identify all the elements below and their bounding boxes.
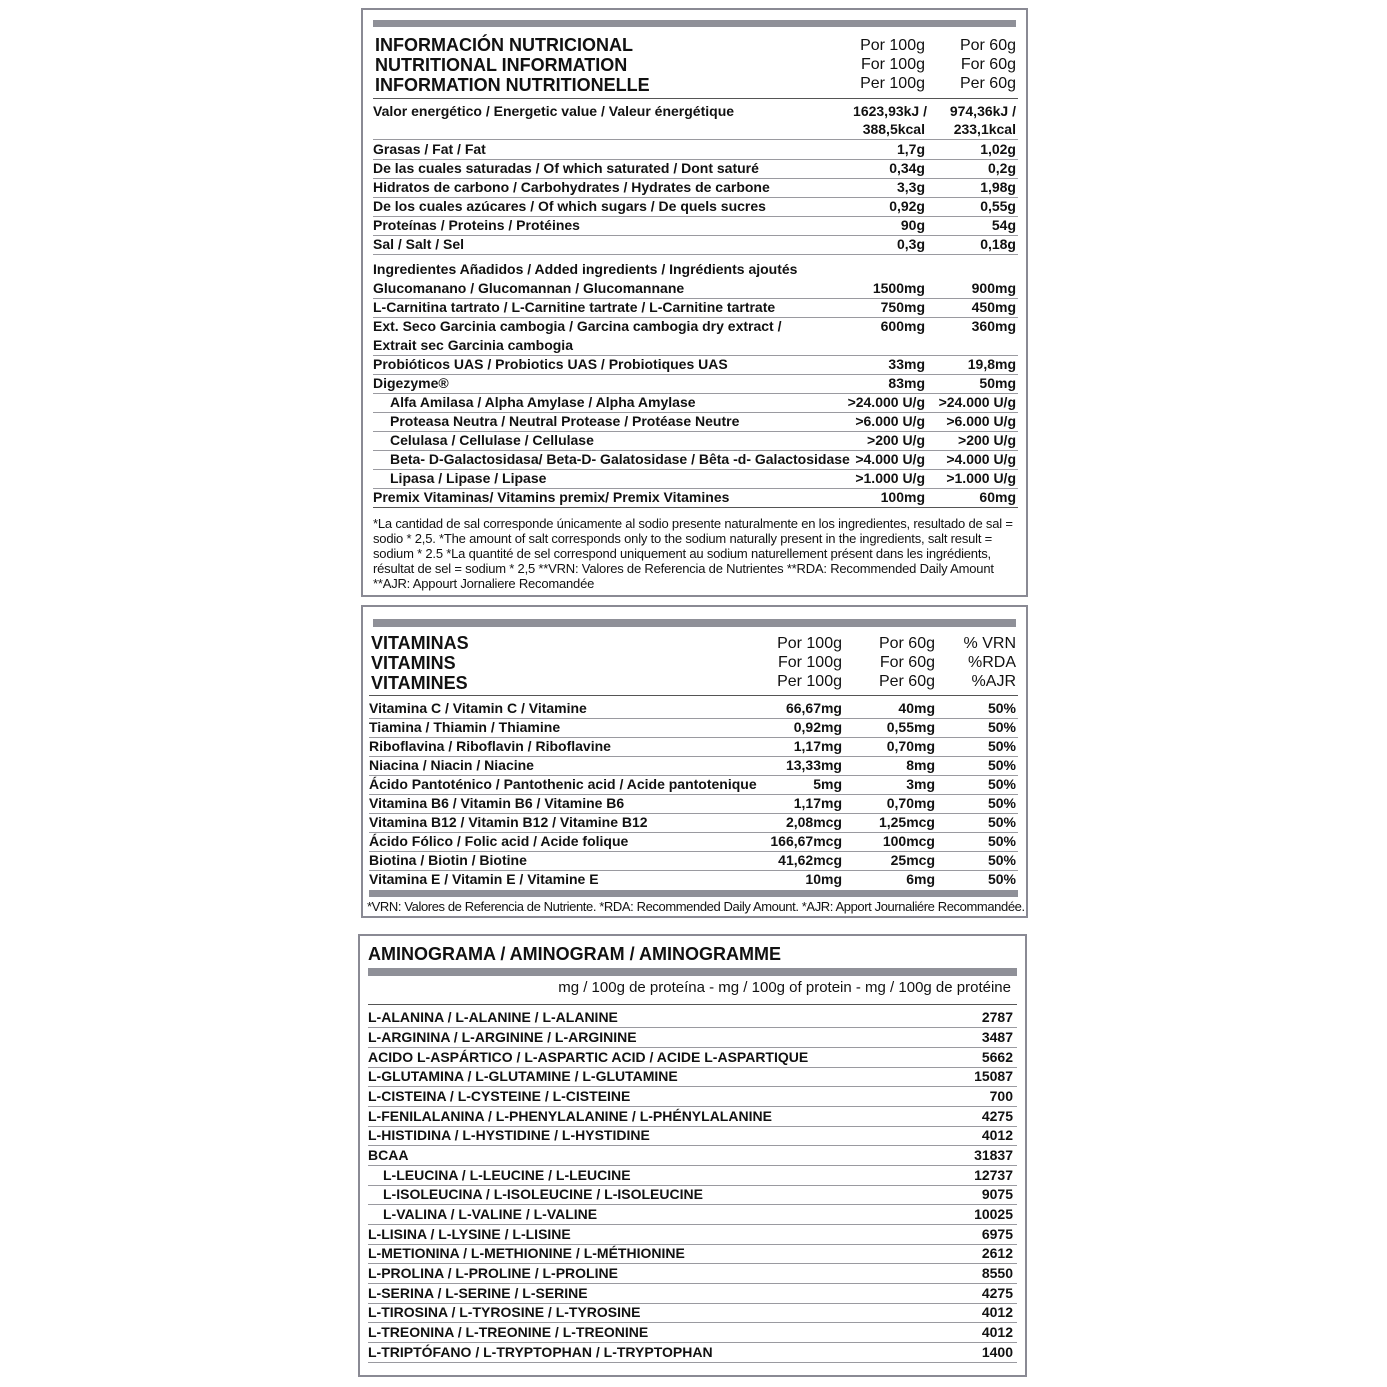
row-value-60: >4.000 U/g (946, 451, 1016, 467)
table-row (368, 1167, 1017, 1186)
row-label: L-LISINA / L-LYSINE / L-LISINE (368, 1226, 571, 1242)
row-value-100: >200 U/g (867, 432, 925, 448)
table-row (368, 1009, 1017, 1028)
vitamins-colvrn-es: % VRN (963, 635, 1016, 652)
row-value-vrn: 50% (987, 814, 1016, 830)
table-row (368, 1088, 1017, 1107)
table-row (368, 1206, 1017, 1225)
table-row (369, 738, 1018, 757)
row-label: Lipasa / Lipase / Lipase (390, 470, 547, 486)
row-value: 15087 (974, 1068, 1013, 1084)
row-value-100: 0,92g (889, 198, 925, 214)
nutrition-header-divider (373, 98, 1018, 99)
row-value-100: 33mg (888, 356, 925, 372)
vitamins-bottom-bar (369, 890, 1018, 897)
row-value-100: >24.000 U/g (847, 394, 925, 410)
table-row (368, 1324, 1017, 1343)
row-value-60: 25mcg (890, 852, 935, 868)
row-label: Vitamina E / Vitamin E / Vitamine E (369, 871, 599, 887)
row-value-100: 1,7g (896, 141, 925, 157)
row-label: BCAA (368, 1147, 409, 1163)
energy-60-kj: 974,36kJ / (949, 103, 1016, 119)
nutrition-col100-es: Por 100g (860, 37, 925, 54)
row-label: L-VALINA / L-VALINE / L-VALINE (383, 1206, 598, 1222)
row-value-vrn: 50% (987, 852, 1016, 868)
row-value: 1400 (981, 1344, 1013, 1360)
table-row (373, 356, 1018, 375)
table-row (368, 1049, 1017, 1068)
table-row (369, 814, 1018, 833)
vitamins-col60-en: For 60g (879, 654, 935, 671)
row-value-60: >24.000 U/g (938, 394, 1016, 410)
vitamins-col100-en: For 100g (777, 654, 842, 671)
table-row (373, 280, 1018, 299)
nutrition-panel (361, 8, 1028, 597)
row-value-100: 2,08mcg (785, 814, 842, 830)
row-label: Glucomanano / Glucomannan / Glucomannane (373, 280, 685, 296)
table-row (368, 1245, 1017, 1264)
row-value: 4012 (981, 1304, 1013, 1320)
row-label: Probióticos UAS / Probiotics UAS / Probiotiques UAS (373, 356, 728, 372)
row-label: L-METIONINA / L-METHIONINE / L-MÉTHIONINE (368, 1245, 685, 1261)
row-label: L-ISOLEUCINA / L-ISOLEUCINE / L-ISOLEUCINE (383, 1186, 703, 1202)
row-label: Hidratos de carbono / Carbohydrates / Hydrates de carbone (373, 179, 770, 195)
table-row (373, 451, 1018, 470)
row-value: 700 (989, 1088, 1013, 1104)
row-label: L-PROLINA / L-PROLINE / L-PROLINE (368, 1265, 618, 1281)
energy-row (373, 103, 1018, 140)
row-label: Ext. Seco Garcinia cambogia / Garcina cambogia dry extract / (373, 318, 782, 334)
row-value: 9075 (981, 1186, 1013, 1202)
row-label-continued: Extrait sec Garcinia cambogia (373, 337, 573, 353)
row-value-60: 3mg (906, 776, 935, 792)
row-value-60: 19,8mg (967, 356, 1016, 372)
vitamins-col60-es: Por 60g (878, 635, 935, 652)
row-value: 10025 (974, 1206, 1013, 1222)
row-value-60: 1,02g (980, 141, 1016, 157)
row-value: 3487 (981, 1029, 1013, 1045)
row-value-100: 600mg (880, 318, 925, 334)
nutrition-col60-es: Por 60g (959, 37, 1016, 54)
row-value-60: 40mg (898, 700, 935, 716)
table-row (369, 852, 1018, 871)
row-value-100: >4.000 U/g (855, 451, 925, 467)
row-label: L-CISTEINA / L-CYSTEINE / L-CISTEINE (368, 1088, 631, 1104)
row-value-60: >1.000 U/g (946, 470, 1016, 486)
row-value-60: 900mg (971, 280, 1016, 296)
row-label: L-ARGININA / L-ARGININE / L-ARGININE (368, 1029, 637, 1045)
table-row (368, 1068, 1017, 1087)
vitamins-header-bar (373, 619, 1016, 627)
row-value: 4275 (981, 1285, 1013, 1301)
row-label: Ácido Fólico / Folic acid / Acide folique (369, 833, 629, 849)
nutrition-title-es: INFORMACIÓN NUTRICIONAL (375, 35, 633, 55)
table-row (368, 1147, 1017, 1166)
row-label: L-Carnitina tartrato / L-Carnitine tartrate / L-Carnitine tartrate (373, 299, 776, 315)
table-row (368, 1304, 1017, 1323)
aminogram-header-divider (368, 1004, 1017, 1005)
row-value-60: 60mg (979, 489, 1016, 505)
row-value-60: 6mg (906, 871, 935, 887)
row-label: L-TREONINA / L-TREONINE / L-TREONINE (368, 1324, 649, 1340)
row-value-100: 13,33mg (785, 757, 842, 773)
table-row (368, 1029, 1017, 1048)
row-value: 31837 (974, 1147, 1013, 1163)
row-label: Sal / Salt / Sel (373, 236, 465, 252)
row-label: Grasas / Fat / Fat (373, 141, 486, 157)
row-label: Alfa Amilasa / Alpha Amylase / Alpha Amylase (390, 394, 696, 410)
row-label: L-SERINA / L-SERINE / L-SERINE (368, 1285, 588, 1301)
table-row (368, 1344, 1017, 1363)
vitamins-colvrn-fr: %AJR (971, 673, 1016, 690)
table-row (373, 470, 1018, 489)
row-label: L-TIROSINA / L-TYROSINE / L-TYROSINE (368, 1304, 641, 1320)
table-row (373, 489, 1018, 508)
table-row (373, 160, 1018, 179)
vitamins-col60-fr: Per 60g (878, 673, 935, 690)
row-label: Tiamina / Thiamin / Thiamine (369, 719, 561, 735)
row-value: 2787 (981, 1009, 1013, 1025)
row-value-100: 166,67mcg (770, 833, 842, 849)
added-ingredients-title: Ingredientes Añadidos / Added ingredients / Ingrédients ajoutés (373, 261, 798, 277)
table-row (373, 141, 1018, 160)
row-value-60: 0,70mg (886, 738, 935, 754)
table-row (368, 1265, 1017, 1284)
table-row (373, 413, 1018, 432)
row-value-100: 5mg (813, 776, 842, 792)
nutrition-col100-en: For 100g (860, 56, 925, 73)
row-label: Digezyme® (373, 375, 449, 391)
added-ingredients-title-row (373, 261, 1018, 279)
row-value-100: 750mg (880, 299, 925, 315)
row-value-60: 1,25mcg (878, 814, 935, 830)
row-label: Vitamina B12 / Vitamin B12 / Vitamine B12 (369, 814, 648, 830)
nutrition-col100-fr: Per 100g (860, 75, 925, 92)
row-value-vrn: 50% (987, 738, 1016, 754)
nutrition-col60-en: For 60g (960, 56, 1016, 73)
row-value-100: 3,3g (896, 179, 925, 195)
row-value-60: 450mg (971, 299, 1016, 315)
row-label: Vitamina C / Vitamin C / Vitamine (369, 700, 587, 716)
table-row (369, 757, 1018, 776)
nutrition-header-bar (373, 20, 1016, 27)
row-value-vrn: 50% (987, 776, 1016, 792)
row-value-100: 1500mg (872, 280, 925, 296)
energy-60-kcal: 233,1kcal (953, 121, 1016, 137)
table-row (368, 1108, 1017, 1127)
table-row (373, 236, 1018, 255)
row-value-60: 54g (991, 217, 1016, 233)
table-row (373, 198, 1018, 217)
vitamins-footnote: *VRN: Valores de Referencia de Nutriente. *RDA: Recommended Daily Amount. *AJR: Apport Journaliére Recommandée. (367, 899, 1025, 914)
nutrition-title-fr: INFORMATION NUTRITIONELLE (375, 75, 650, 95)
row-label: L-GLUTAMINA / L-GLUTAMINE / L-GLUTAMINE (368, 1068, 678, 1084)
row-label: L-FENILALANINA / L-PHENYLALANINE / L-PHÉNYLALANINE (368, 1108, 772, 1124)
row-label: Premix Vitaminas/ Vitamins premix/ Premix Vitamines (373, 489, 730, 505)
row-value-100: 83mg (888, 375, 925, 391)
row-label: L-LEUCINA / L-LEUCINE / L-LEUCINE (383, 1167, 631, 1183)
aminogram-header-bar (368, 968, 1017, 976)
table-row (373, 394, 1018, 413)
table-row (369, 795, 1018, 814)
vitamins-panel (361, 605, 1028, 918)
row-value-60: 50mg (979, 375, 1016, 391)
vitamins-header-divider (369, 695, 1018, 696)
row-value-vrn: 50% (987, 795, 1016, 811)
row-value-60: 0,18g (980, 236, 1016, 252)
table-row (368, 1186, 1017, 1205)
row-value-vrn: 50% (987, 757, 1016, 773)
row-label: Vitamina B6 / Vitamin B6 / Vitamine B6 (369, 795, 625, 811)
vitamins-col100-es: Por 100g (777, 635, 842, 652)
vitamins-col100-fr: Per 100g (777, 673, 842, 690)
nutrition-footnote: *La cantidad de sal corresponde únicamente al sodio presente naturalmente en los ingredientes, resultado de sal = sodio * 2,5. *The amount of salt corresponds only to the sodium naturally present in the ingredients, salt result = sodium * 2.5 *La quantité de sel correspond uniquement au sodium naturellement présent dans les ingrédients, résultat de sel = sodium * 2,5 **VRN: Valores de Referencia de Nutrientes **RDA: Recommended Daily Amount **AJR: Appourt Jornaliere Recomandée (373, 516, 1013, 591)
row-value: 4012 (981, 1324, 1013, 1340)
table-row (369, 833, 1018, 852)
table-row (373, 432, 1018, 451)
row-label: Biotina / Biotin / Biotine (369, 852, 527, 868)
row-value-100: >1.000 U/g (855, 470, 925, 486)
vitamins-title-en: VITAMINS (371, 653, 456, 673)
table-row (368, 1285, 1017, 1304)
nutrition-col60-fr: Per 60g (959, 75, 1016, 92)
table-row (373, 318, 1018, 356)
row-label: Celulasa / Cellulase / Cellulase (390, 432, 594, 448)
row-label: De los cuales azúcares / Of which sugars / De quels sucres (373, 198, 766, 214)
row-value-vrn: 50% (987, 871, 1016, 887)
row-label: Riboflavina / Riboflavin / Riboflavine (369, 738, 611, 754)
row-label: Niacina / Niacin / Niacine (369, 757, 534, 773)
aminogram-title: AMINOGRAMA / AMINOGRAM / AMINOGRAMME (368, 944, 781, 964)
row-value-60: 0,55g (980, 198, 1016, 214)
row-value-100: 10mg (805, 871, 842, 887)
row-value-60: 0,55mg (886, 719, 935, 735)
row-value-100: 0,3g (896, 236, 925, 252)
row-value-vrn: 50% (987, 700, 1016, 716)
row-value-60: 100mcg (882, 833, 935, 849)
row-value-100: 41,62mcg (778, 852, 842, 868)
row-value: 12737 (974, 1167, 1013, 1183)
row-value-60: 8mg (906, 757, 935, 773)
row-label: Proteínas / Proteins / Protéines (373, 217, 580, 233)
row-label: ACIDO L-ASPÁRTICO / L-ASPARTIC ACID / ACIDE L-ASPARTIQUE (368, 1049, 809, 1065)
row-value-100: 1,17mg (793, 795, 842, 811)
row-value-60: 0,2g (987, 160, 1016, 176)
row-value-vrn: 50% (987, 833, 1016, 849)
row-value-60: 360mg (971, 318, 1016, 334)
row-value-vrn: 50% (987, 719, 1016, 735)
energy-100-kcal: 388,5kcal (862, 121, 925, 137)
row-value-100: 66,67mg (785, 700, 842, 716)
row-label: Proteasa Neutra / Neutral Protease / Protéase Neutre (390, 413, 740, 429)
vitamins-title-fr: VITAMINES (371, 673, 468, 693)
table-row (373, 375, 1018, 394)
row-value-100: 100mg (880, 489, 925, 505)
row-label: L-ALANINA / L-ALANINE / L-ALANINE (368, 1009, 618, 1025)
row-value: 2612 (981, 1245, 1013, 1261)
row-label: Beta- D-Galactosidasa/ Beta-D- Galatosidase / Bêta -d- Galactosidase (390, 451, 850, 467)
row-value-60: 0,70mg (886, 795, 935, 811)
nutrition-title-en: NUTRITIONAL INFORMATION (375, 55, 628, 75)
table-row (369, 700, 1018, 719)
table-row (369, 776, 1018, 795)
row-value: 6975 (981, 1226, 1013, 1242)
row-value-100: 90g (900, 217, 925, 233)
row-value-60: >6.000 U/g (946, 413, 1016, 429)
row-value: 4012 (981, 1127, 1013, 1143)
table-row (369, 719, 1018, 738)
row-value: 4275 (981, 1108, 1013, 1124)
table-row (373, 299, 1018, 318)
row-label: Ácido Pantoténico / Pantothenic acid / Acide pantotenique (369, 776, 757, 792)
vitamins-title-es: VITAMINAS (371, 633, 469, 653)
row-value-100: 0,34g (889, 160, 925, 176)
row-value: 5662 (981, 1049, 1013, 1065)
row-label: L-TRIPTÓFANO / L-TRYPTOPHAN / L-TRYPTOPHAN (368, 1344, 713, 1360)
table-row (369, 871, 1018, 889)
energy-label: Valor energético / Energetic value / Valeur énergétique (373, 103, 735, 119)
row-value-100: 0,92mg (793, 719, 842, 735)
aminogram-unit: mg / 100g de proteína - mg / 100g of protein - mg / 100g de protéine (558, 979, 1011, 996)
energy-100-kj: 1623,93kJ / (853, 103, 927, 119)
aminogram-panel (358, 934, 1027, 1377)
vitamins-colvrn-en: %RDA (967, 654, 1016, 671)
row-value: 8550 (981, 1265, 1013, 1281)
table-row (368, 1127, 1017, 1146)
row-value-60: >200 U/g (958, 432, 1016, 448)
table-row (373, 217, 1018, 236)
row-label: L-HISTIDINA / L-HYSTIDINE / L-HYSTIDINE (368, 1127, 650, 1143)
row-label: De las cuales saturadas / Of which saturated / Dont saturé (373, 160, 759, 176)
row-value-100: >6.000 U/g (855, 413, 925, 429)
row-value-100: 1,17mg (793, 738, 842, 754)
row-value-60: 1,98g (980, 179, 1016, 195)
table-row (368, 1226, 1017, 1245)
table-row (373, 179, 1018, 198)
